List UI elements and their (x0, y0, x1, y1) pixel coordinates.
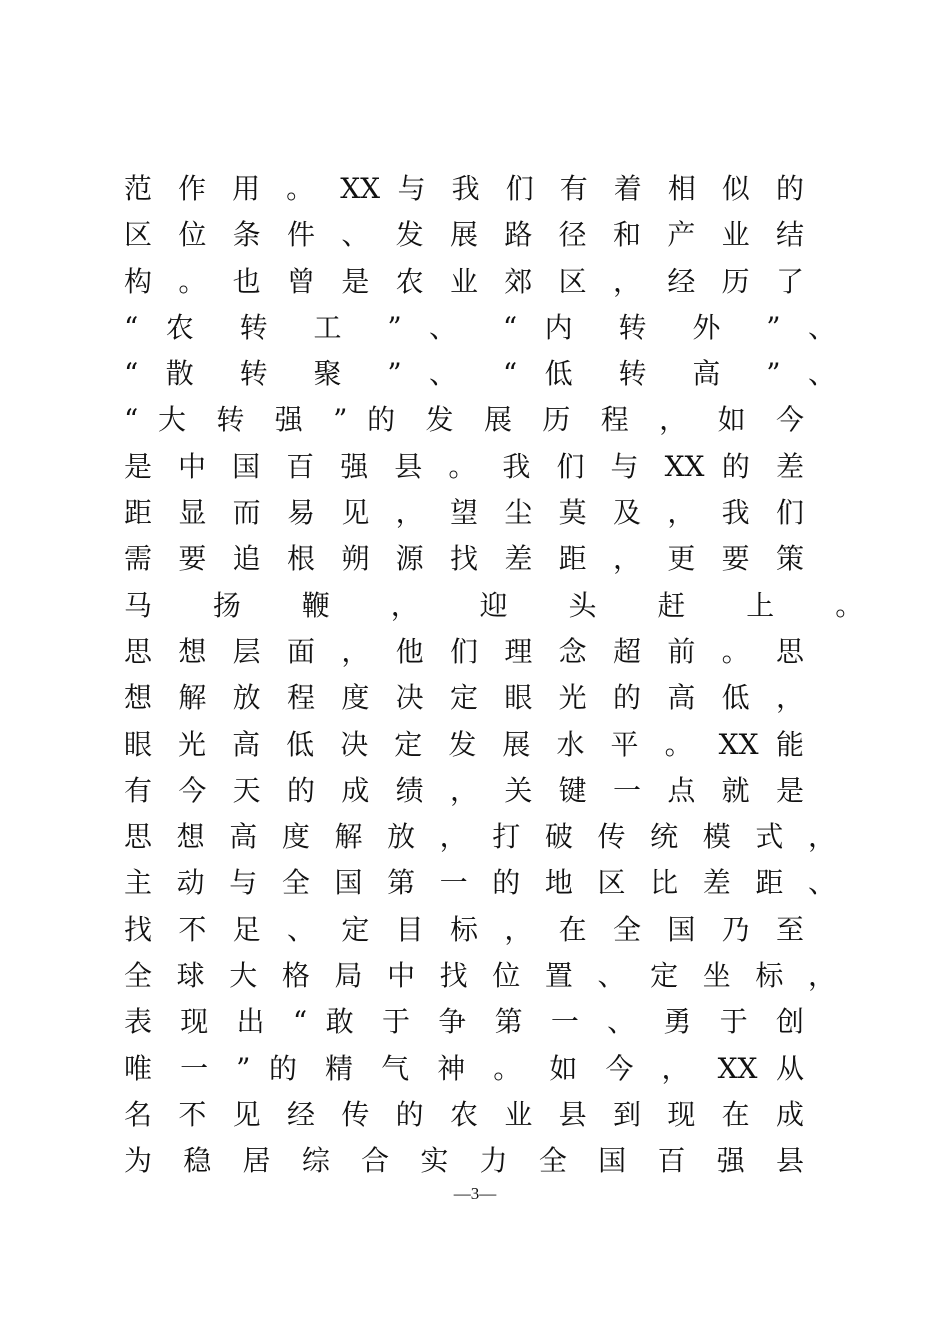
text-line: 需 要 追 根 朔 源 找 差 距 ， 更 要 策 (124, 542, 804, 576)
text-line: 是 中 国 百 强 县 。 我 们 与 XX 的 差 (124, 449, 804, 483)
text-line: 距 显 而 易 见 ， 望 尘 莫 及 ， 我 们 (124, 496, 804, 530)
text-line: 找 不 足 、 定 目 标 ， 在 全 国 乃 至 (124, 912, 804, 946)
text-line: 表 现 出 “ 敢 于 争 第 一 、 勇 于 创 (124, 1005, 804, 1039)
text-line: 有 今 天 的 成 绩 ， 关 键 一 点 就 是 (124, 773, 804, 807)
text-line: 全 球 大 格 局 中 找 位 置 、 定 坐 标 ， (124, 959, 836, 993)
text-line: 为 稳 居 综 合 实 力 全 国 百 强 县 (124, 1144, 804, 1178)
text-line: 眼 光 高 低 决 定 发 展 水 平 。 XX 能 (124, 727, 804, 761)
text-line: 思 想 高 度 解 放 ， 打 破 传 统 模 式 ， (124, 820, 836, 854)
text-line: 范 作 用 。 XX 与 我 们 有 着 相 似 的 (124, 172, 804, 205)
text-line: “ 散 转 聚 ” 、 “ 低 转 高 ” 、 (124, 357, 836, 391)
text-line: 马 扬 鞭 ， 迎 头 赶 上 。 (124, 588, 890, 622)
text-line: “ 大 转 强 ” 的 发 展 历 程 ， 如 今 (124, 403, 804, 437)
text-line: 名 不 见 经 传 的 农 业 县 到 现 在 成 (124, 1097, 804, 1131)
text-line: 思 想 层 面 ， 他 们 理 念 超 前 。 思 (124, 634, 804, 668)
text-line: 构 。 也 曾 是 农 业 郊 区 ， 经 历 了 (124, 264, 804, 298)
body-text (124, 166, 890, 1185)
text-line: 区 位 条 件 、 发 展 路 径 和 产 业 结 (124, 218, 804, 252)
page-number: —3— (453, 1184, 497, 1203)
text-line: “ 农 转 工 ” 、 “ 内 转 外 ” 、 (124, 310, 836, 344)
text-line: 想 解 放 程 度 决 定 眼 光 的 高 低 ， (124, 681, 804, 715)
text-line: 主 动 与 全 国 第 一 的 地 区 比 差 距 、 (124, 866, 836, 900)
text-line: 唯 一 ” 的 精 气 神 。 如 今 ， XX 从 (124, 1051, 804, 1085)
